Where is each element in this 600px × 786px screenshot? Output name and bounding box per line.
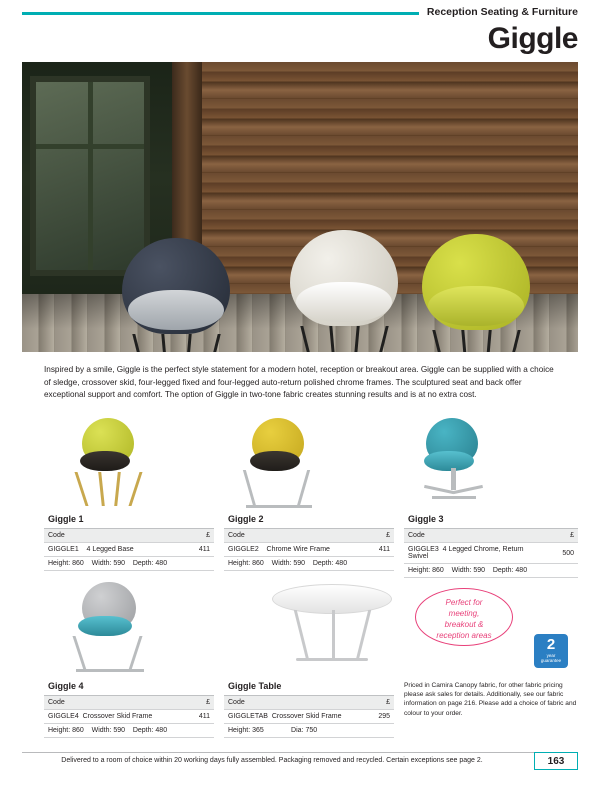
dim-dia: Dia: 750 — [291, 727, 318, 734]
badge-line-4: reception areas — [436, 631, 492, 640]
dim-height: Height: 365 — [228, 727, 264, 734]
dim-width: Width: 590 — [451, 567, 486, 574]
product-table-giggle-4 — [44, 681, 214, 738]
hero-image — [22, 62, 578, 352]
product-price: 411 — [180, 543, 214, 557]
dim-height: Height: 860 — [408, 567, 444, 574]
product-code: GIGGLE3 — [408, 546, 439, 553]
product-price: 411 — [180, 710, 214, 724]
dim-height: Height: 860 — [48, 560, 84, 567]
product-name: Giggle 3 — [408, 514, 444, 524]
product-table-giggle-table — [224, 681, 394, 738]
footer-note: Delivered to a room of choice within 20 working days fully assembled. Packaging removed and recycled. Certain exceptions see page 2. — [61, 757, 483, 764]
product-price: 500 — [544, 543, 578, 564]
table-header-row — [44, 696, 214, 710]
table-row — [224, 710, 394, 724]
table-header-row — [224, 696, 394, 710]
product-name: Giggle 2 — [228, 514, 264, 524]
dim-height: Height: 860 — [228, 560, 264, 567]
col-code: Code — [404, 529, 544, 543]
col-code: Code — [224, 696, 360, 710]
table-row — [224, 543, 394, 557]
col-code: Code — [44, 529, 180, 543]
chair-legs — [134, 334, 218, 352]
dim-width: Width: 590 — [91, 560, 126, 567]
product-image-giggle-table — [272, 584, 392, 670]
product-desc: 4 Legged Chrome, Return Swivel — [408, 546, 524, 560]
chair-seat — [128, 290, 224, 330]
col-price: £ — [544, 529, 578, 543]
dimensions-row — [224, 557, 394, 571]
badge-line-1: Perfect for — [445, 598, 483, 607]
product-table-giggle-1 — [44, 514, 214, 571]
product-images-row-1 — [44, 412, 558, 510]
table-header-row — [224, 529, 394, 543]
col-code: Code — [224, 529, 360, 543]
footer-rule — [22, 752, 578, 753]
dim-depth: Depth: 480 — [492, 567, 528, 574]
intro-paragraph: Inspired by a smile, Giggle is the perfect style statement for a modern hotel, reception or breakout area. Giggle can be supplied with a choice of sledge, crossover skid, four-legged fixed and four-legged auto-return polished chrome frames. The sculptured seat and back offer exceptional support and comfort. The option of Giggle in two-tone fabric creates stunning results and is at no extra cost. — [44, 365, 554, 400]
table-row — [404, 543, 578, 564]
col-price: £ — [180, 696, 214, 710]
badge-line-2: meeting, — [448, 609, 480, 618]
hero-window — [30, 76, 150, 276]
dim-depth: Depth: 480 — [132, 560, 168, 567]
page-title: Giggle — [487, 22, 578, 55]
perfect-for-badge — [415, 588, 513, 646]
product-code: GIGGLE2 — [228, 546, 259, 553]
col-price: £ — [180, 529, 214, 543]
col-code: Code — [44, 696, 180, 710]
product-desc: 4 Legged Base — [86, 546, 134, 553]
product-desc: Crossover Skid Frame — [271, 713, 342, 720]
dim-depth: Depth: 480 — [132, 727, 168, 734]
chair-seat — [296, 282, 392, 322]
product-name: Giggle 4 — [48, 681, 84, 691]
product-name: Giggle Table — [228, 681, 282, 691]
table-header-row — [44, 529, 214, 543]
product-code: GIGGLETAB — [228, 713, 268, 720]
dimensions-row — [44, 557, 214, 571]
section-title: Reception Seating & Furniture — [419, 5, 578, 19]
chair-legs — [434, 330, 518, 352]
product-name: Giggle 1 — [48, 514, 84, 524]
product-code: GIGGLE1 — [48, 546, 79, 553]
product-code: GIGGLE4 — [48, 713, 79, 720]
table-row — [44, 710, 214, 724]
product-desc: Chrome Wire Frame — [266, 546, 330, 553]
fabric-note: Priced in Camira Canopy fabric, for other fabric pricing please ask sales for details. Additionally, see our fabric information on page 216. Please add a choice of fabric and colour to your order. — [404, 682, 577, 717]
product-table-giggle-2 — [224, 514, 394, 571]
col-price: £ — [360, 529, 394, 543]
table-row — [44, 543, 214, 557]
guarantee-badge — [534, 634, 568, 668]
dim-width: Width: 590 — [91, 727, 126, 734]
badge-line-3: breakout & — [444, 620, 484, 629]
guarantee-number: 2 — [546, 636, 556, 653]
guarantee-unit: year — [546, 653, 556, 658]
dimensions-row — [44, 724, 214, 738]
dim-height: Height: 860 — [48, 727, 84, 734]
dimensions-row — [224, 724, 394, 738]
col-price: £ — [360, 696, 394, 710]
table-header-row — [404, 529, 578, 543]
product-table-giggle-3 — [404, 514, 578, 578]
page-number: 163 — [534, 752, 578, 770]
dim-width: Width: 590 — [271, 560, 306, 567]
chair-seat — [428, 286, 524, 326]
product-desc: Crossover Skid Frame — [82, 713, 153, 720]
dim-depth: Depth: 480 — [312, 560, 348, 567]
guarantee-label: guarantee — [540, 658, 562, 663]
chair-legs — [302, 326, 386, 352]
dimensions-row — [404, 564, 578, 578]
product-price: 295 — [360, 710, 394, 724]
product-price: 411 — [360, 543, 394, 557]
